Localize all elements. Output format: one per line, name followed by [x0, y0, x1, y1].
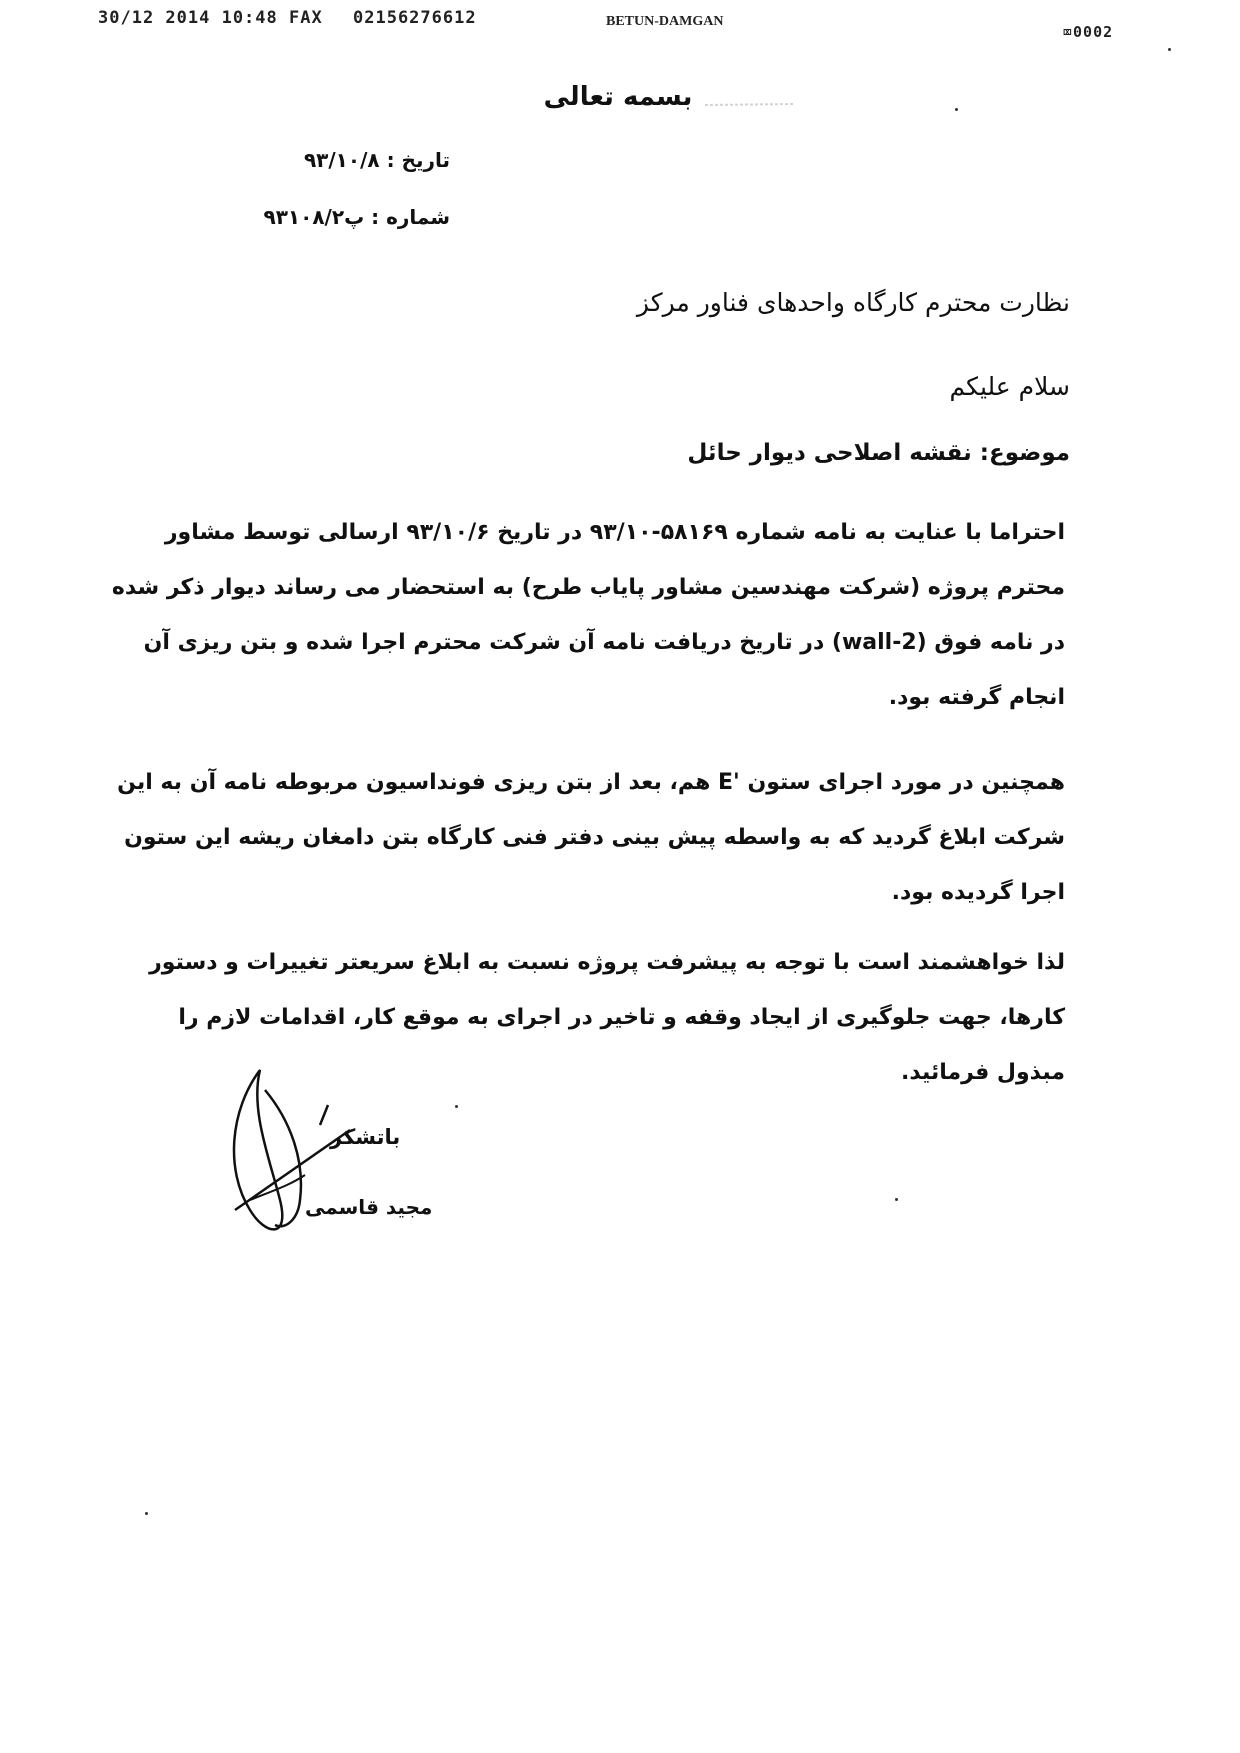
fax-number: 02156276612	[353, 8, 477, 28]
letter-heading: بسمه تعالی	[543, 82, 693, 112]
letter-recipient: نظارت محترم کارگاه واحدهای فناور مرکز	[636, 288, 1070, 317]
letter-subject	[687, 440, 1070, 466]
scan-speck	[1168, 48, 1171, 51]
fax-page-number: ⌧0002	[1063, 23, 1114, 41]
faint-scan-mark	[705, 100, 795, 110]
subject-text: نقشه اصلاحی دیوار حائل	[687, 440, 972, 466]
scan-speck	[895, 1198, 898, 1201]
paragraph-line: شرکت ابلاغ گردید که به واسطه پیش بینی دفتر فنی کارگاه بتن دامغان ریشه این ستون	[124, 825, 1065, 850]
fax-transmission-header	[0, 8, 1240, 41]
handwritten-signature	[220, 1050, 420, 1250]
letter-closing: باتشکر	[330, 1125, 401, 1149]
scan-speck	[145, 1512, 148, 1515]
letter-greeting: سلام علیکم	[949, 372, 1070, 401]
paragraph-line: در نامه فوق (wall-2) در تاریخ دریافت نامه آن شرکت محترم اجرا شده و بتن ریزی آن	[143, 630, 1065, 655]
letter-paragraph-2	[117, 755, 1065, 920]
paragraph-line: کارها، جهت جلوگیری از ایجاد وقفه و تاخیر در اجرای به موقع کار، اقدامات لازم را	[178, 1005, 1065, 1030]
paragraph-line: لذا خواهشمند است با توجه به پیشرفت پروژه نسبت به ابلاغ سریعتر تغییرات و دستور	[149, 950, 1065, 975]
scan-speck	[455, 1105, 458, 1108]
letter-number: شماره : پ۹۳۱۰۸/۲	[263, 205, 450, 229]
paragraph-line: انجام گرفته بود.	[888, 685, 1065, 710]
paragraph-line: همچنین در مورد اجرای ستون 'E هم، بعد از بتن ریزی فونداسیون مربوطه نامه آن به این	[117, 770, 1065, 795]
paragraph-line: مبذول فرمائید.	[900, 1060, 1065, 1085]
signer-name: مجید قاسمی	[305, 1195, 433, 1219]
fax-sender: BETUN-DAMGAN	[606, 14, 724, 29]
letter-paragraph-1	[111, 505, 1065, 725]
paragraph-line: محترم پروژه (شرکت مهندسین مشاور پایاب طرح) به استحضار می رساند دیوار ذکر شده	[111, 575, 1065, 600]
subject-label: موضوع:	[979, 440, 1070, 466]
paragraph-line: احتراما با عنایت به نامه شماره ۵۸۱۶۹-۹۳/۱۰ در تاریخ ۹۳/۱۰/۶ ارسالی توسط مشاور	[164, 520, 1065, 545]
fax-datetime: 30/12 2014 10:48 FAX	[98, 8, 323, 28]
scan-speck	[955, 108, 958, 111]
letter-date: تاریخ : ۹۳/۱۰/۸	[303, 148, 450, 172]
paragraph-line: اجرا گردیده بود.	[891, 880, 1065, 905]
